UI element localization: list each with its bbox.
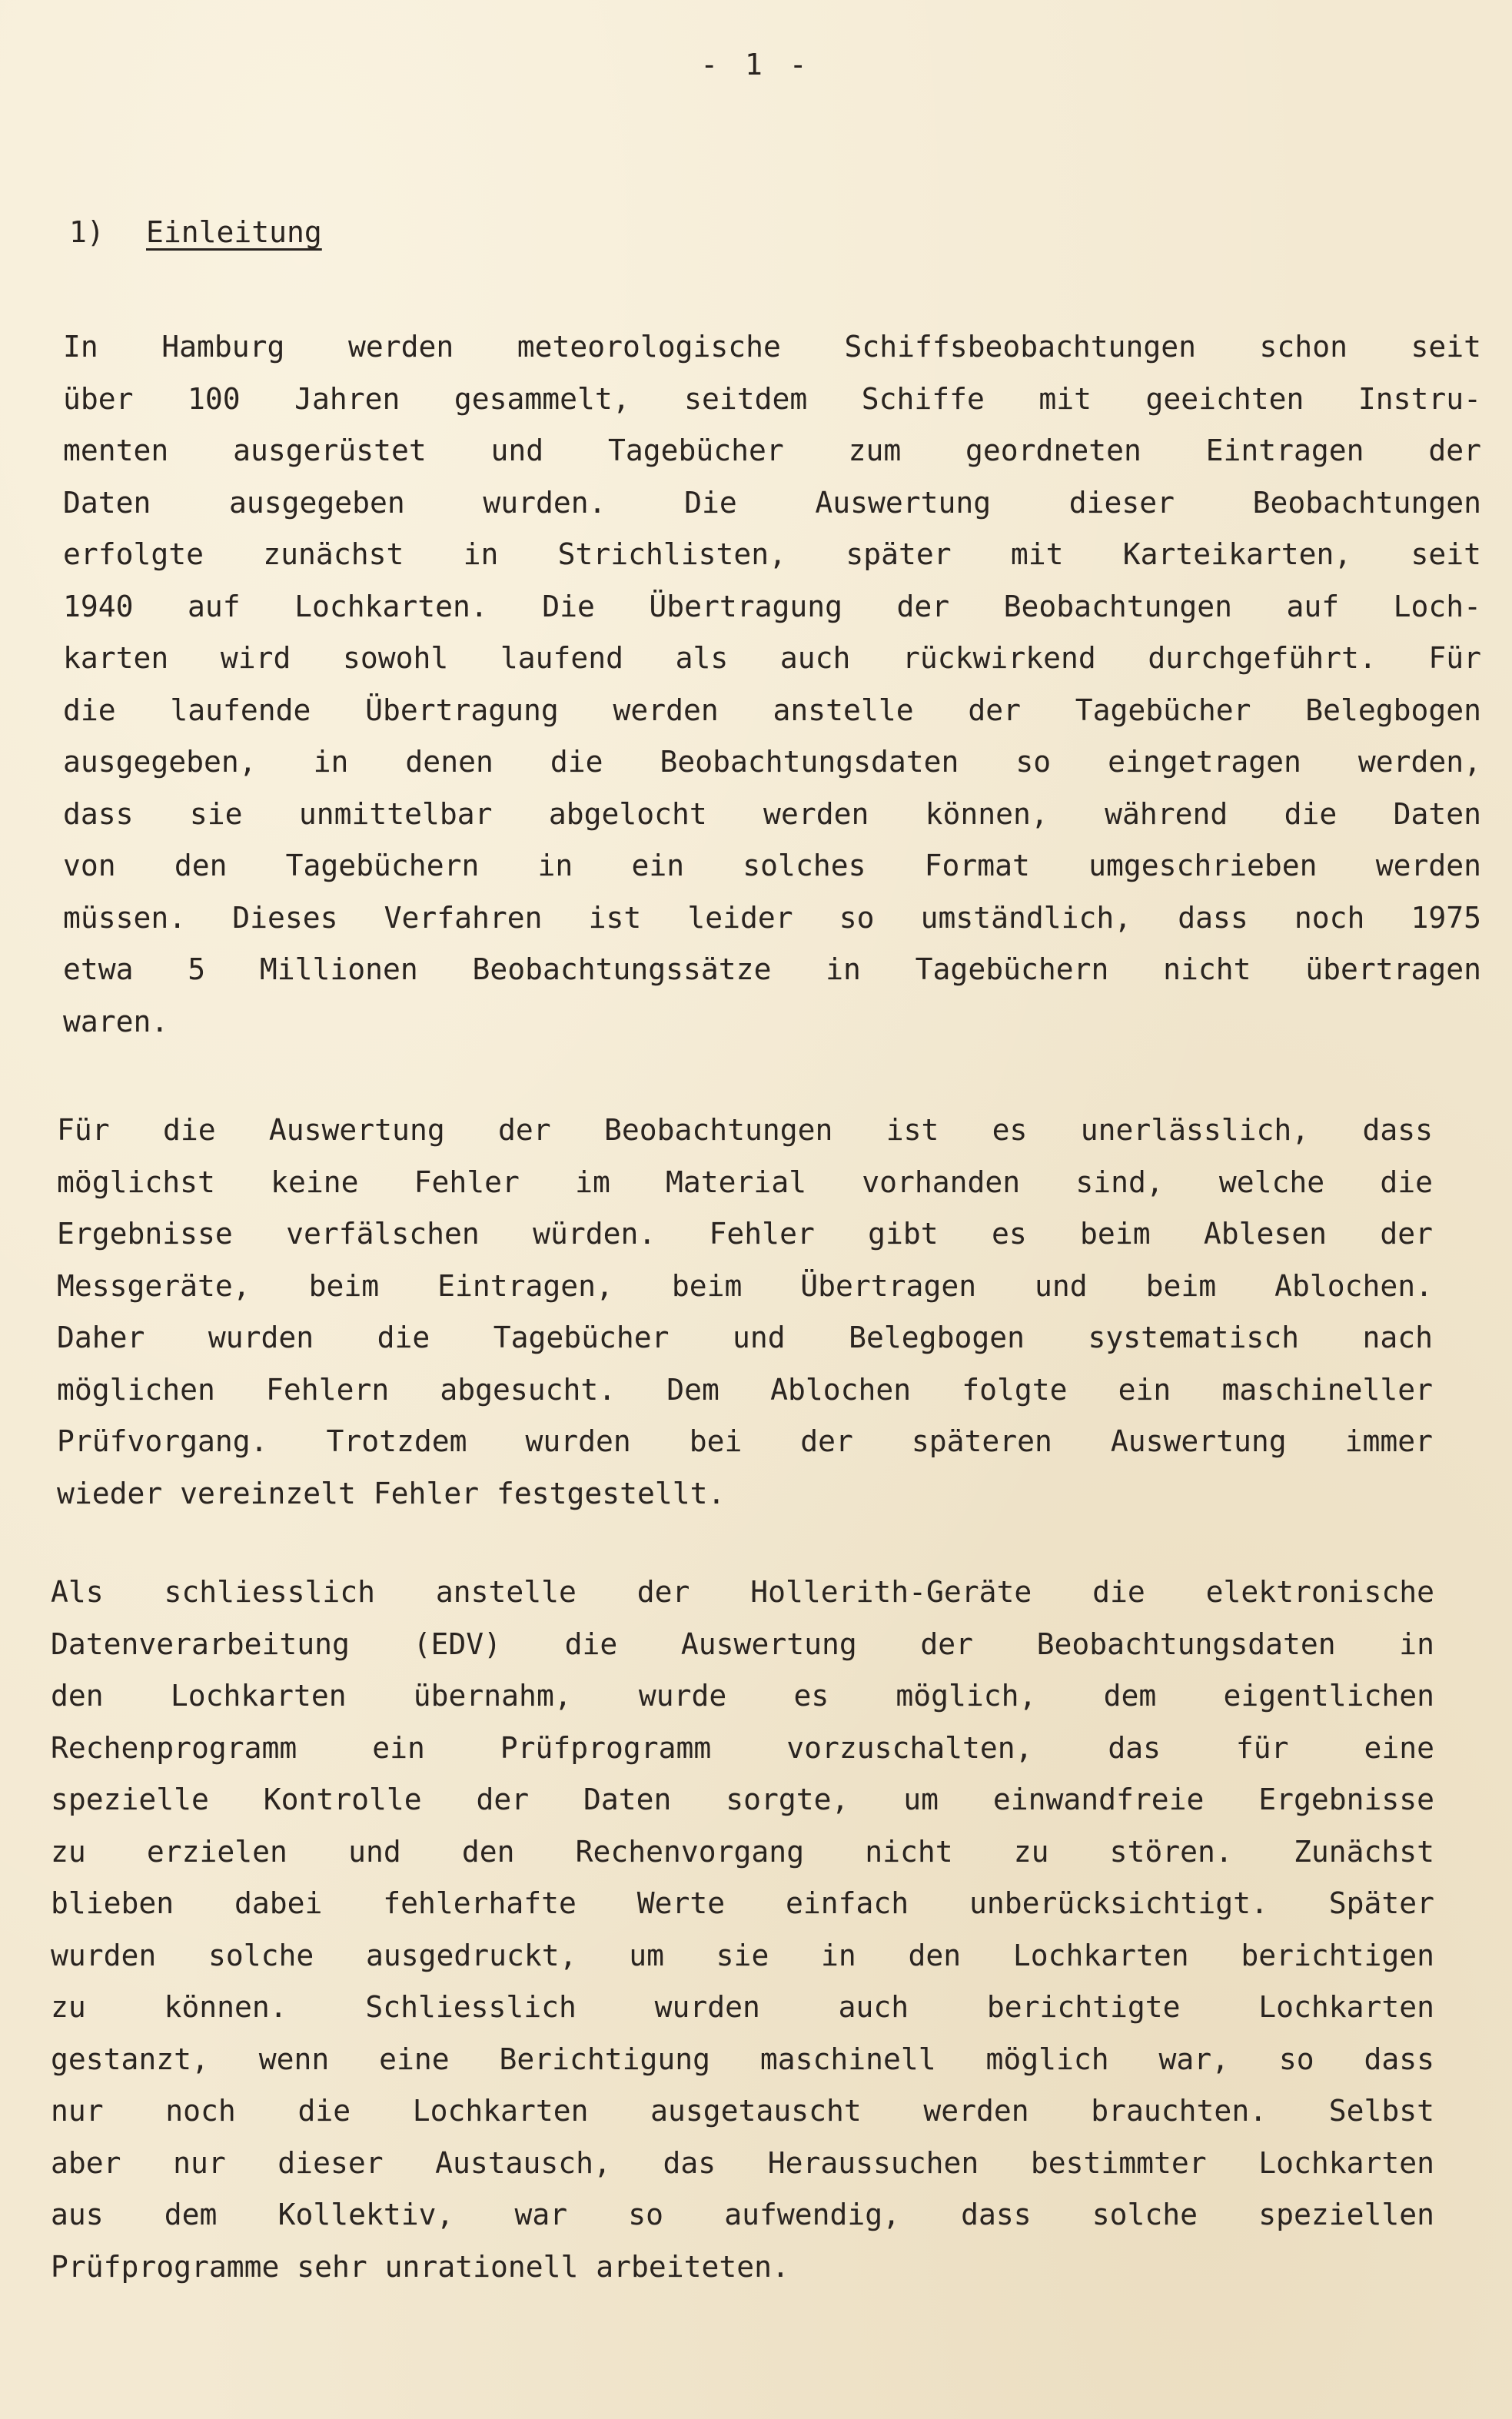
- text-line: dass sie unmittelbar abgelocht werden können, während die Daten: [63, 796, 1481, 831]
- text-line: spezielle Kontrolle der Daten sorgte, um einwandfreie Ergebnisse: [51, 1783, 1434, 1816]
- text-line: Prüfvorgang. Trotzdem wurden bei der späteren Auswertung immer: [57, 1424, 1433, 1458]
- text-line: ausgegeben, in denen die Beobachtungsdaten so eingetragen werden,: [63, 745, 1481, 779]
- text-line: Daten ausgegeben wurden. Die Auswertung dieser Beobachtungen: [63, 485, 1481, 520]
- text-line: Für die Auswertung der Beobachtungen ist es unerlässlich, dass: [57, 1113, 1433, 1147]
- text-line: aus dem Kollektiv, war so aufwendig, dass solche speziellen: [51, 2198, 1434, 2231]
- text-line: möglichen Fehlern abgesucht. Dem Ablochen folgte ein maschineller: [57, 1372, 1433, 1407]
- text-line: menten ausgerüstet und Tagebücher zum geordneten Eintragen der: [63, 434, 1481, 467]
- text-line: von den Tagebüchern in ein solches Format umgeschrieben werden: [63, 849, 1481, 882]
- paragraph-2: [57, 1105, 1433, 1520]
- text-line: wieder vereinzelt Fehler festgestellt.: [57, 1476, 726, 1510]
- section-title: Einleitung: [146, 215, 322, 249]
- section-number: 1): [69, 215, 105, 249]
- text-line: In Hamburg werden meteorologische Schiffsbeobachtungen schon seit: [63, 330, 1481, 364]
- text-line: etwa 5 Millionen Beobachtungssätze in Tagebüchern nicht übertragen: [63, 952, 1481, 986]
- text-line: zu können. Schliesslich wurden auch berichtigte Lochkarten: [51, 1990, 1434, 2024]
- text-line: Als schliesslich anstelle der Hollerith-Geräte die elektronische: [51, 1575, 1434, 1609]
- text-line: die laufende Übertragung werden anstelle der Tagebücher Belegbogen: [63, 693, 1481, 727]
- text-line: Messgeräte, beim Eintragen, beim Übertragen und beim Ablochen.: [57, 1268, 1433, 1303]
- text-line: erfolgte zunächst in Strichlisten, später mit Karteikarten, seit: [63, 537, 1481, 571]
- text-line: gestanzt, wenn eine Berichtigung maschinell möglich war, so dass: [51, 2042, 1434, 2076]
- text-line: den Lochkarten übernahm, wurde es möglich, dem eigentlichen: [51, 1679, 1434, 1713]
- text-line: Rechenprogramm ein Prüfprogramm vorzuschalten, das für eine: [51, 1730, 1434, 1765]
- section-heading: [69, 215, 322, 249]
- text-line: nur noch die Lochkarten ausgetauscht werden brauchten. Selbst: [51, 2094, 1434, 2128]
- text-line: blieben dabei fehlerhafte Werte einfach unberücksichtigt. Später: [51, 1886, 1434, 1920]
- paragraph-3: [51, 1567, 1434, 2293]
- text-line: karten wird sowohl laufend als auch rückwirkend durchgeführt. Für: [63, 641, 1481, 675]
- text-line: Prüfprogramme sehr unrationell arbeiteten.: [51, 2249, 789, 2284]
- text-line: aber nur dieser Austausch, das Heraussuchen bestimmter Lochkarten: [51, 2145, 1434, 2180]
- text-line: müssen. Dieses Verfahren ist leider so umständlich, dass noch 1975: [63, 900, 1481, 935]
- text-line: Daher wurden die Tagebücher und Belegbogen systematisch nach: [57, 1321, 1433, 1354]
- text-line: zu erzielen und den Rechenvorgang nicht zu stören. Zunächst: [51, 1834, 1434, 1869]
- text-line: 1940 auf Lochkarten. Die Übertragung der Beobachtungen auf Loch-: [63, 589, 1481, 623]
- text-line: waren.: [63, 1004, 169, 1038]
- text-line: Datenverarbeitung (EDV) die Auswertung der Beobachtungsdaten in: [51, 1627, 1434, 1661]
- paragraph-1: [63, 321, 1481, 1048]
- text-line: möglichst keine Fehler im Material vorhanden sind, welche die: [57, 1165, 1433, 1199]
- text-line: wurden solche ausgedruckt, um sie in den Lochkarten berichtigen: [51, 1938, 1434, 1972]
- page-number: - 1 -: [700, 48, 812, 81]
- text-line: über 100 Jahren gesammelt, seitdem Schiffe mit geeichten Instru-: [63, 381, 1481, 416]
- text-line: Ergebnisse verfälschen würden. Fehler gibt es beim Ablesen der: [57, 1217, 1433, 1251]
